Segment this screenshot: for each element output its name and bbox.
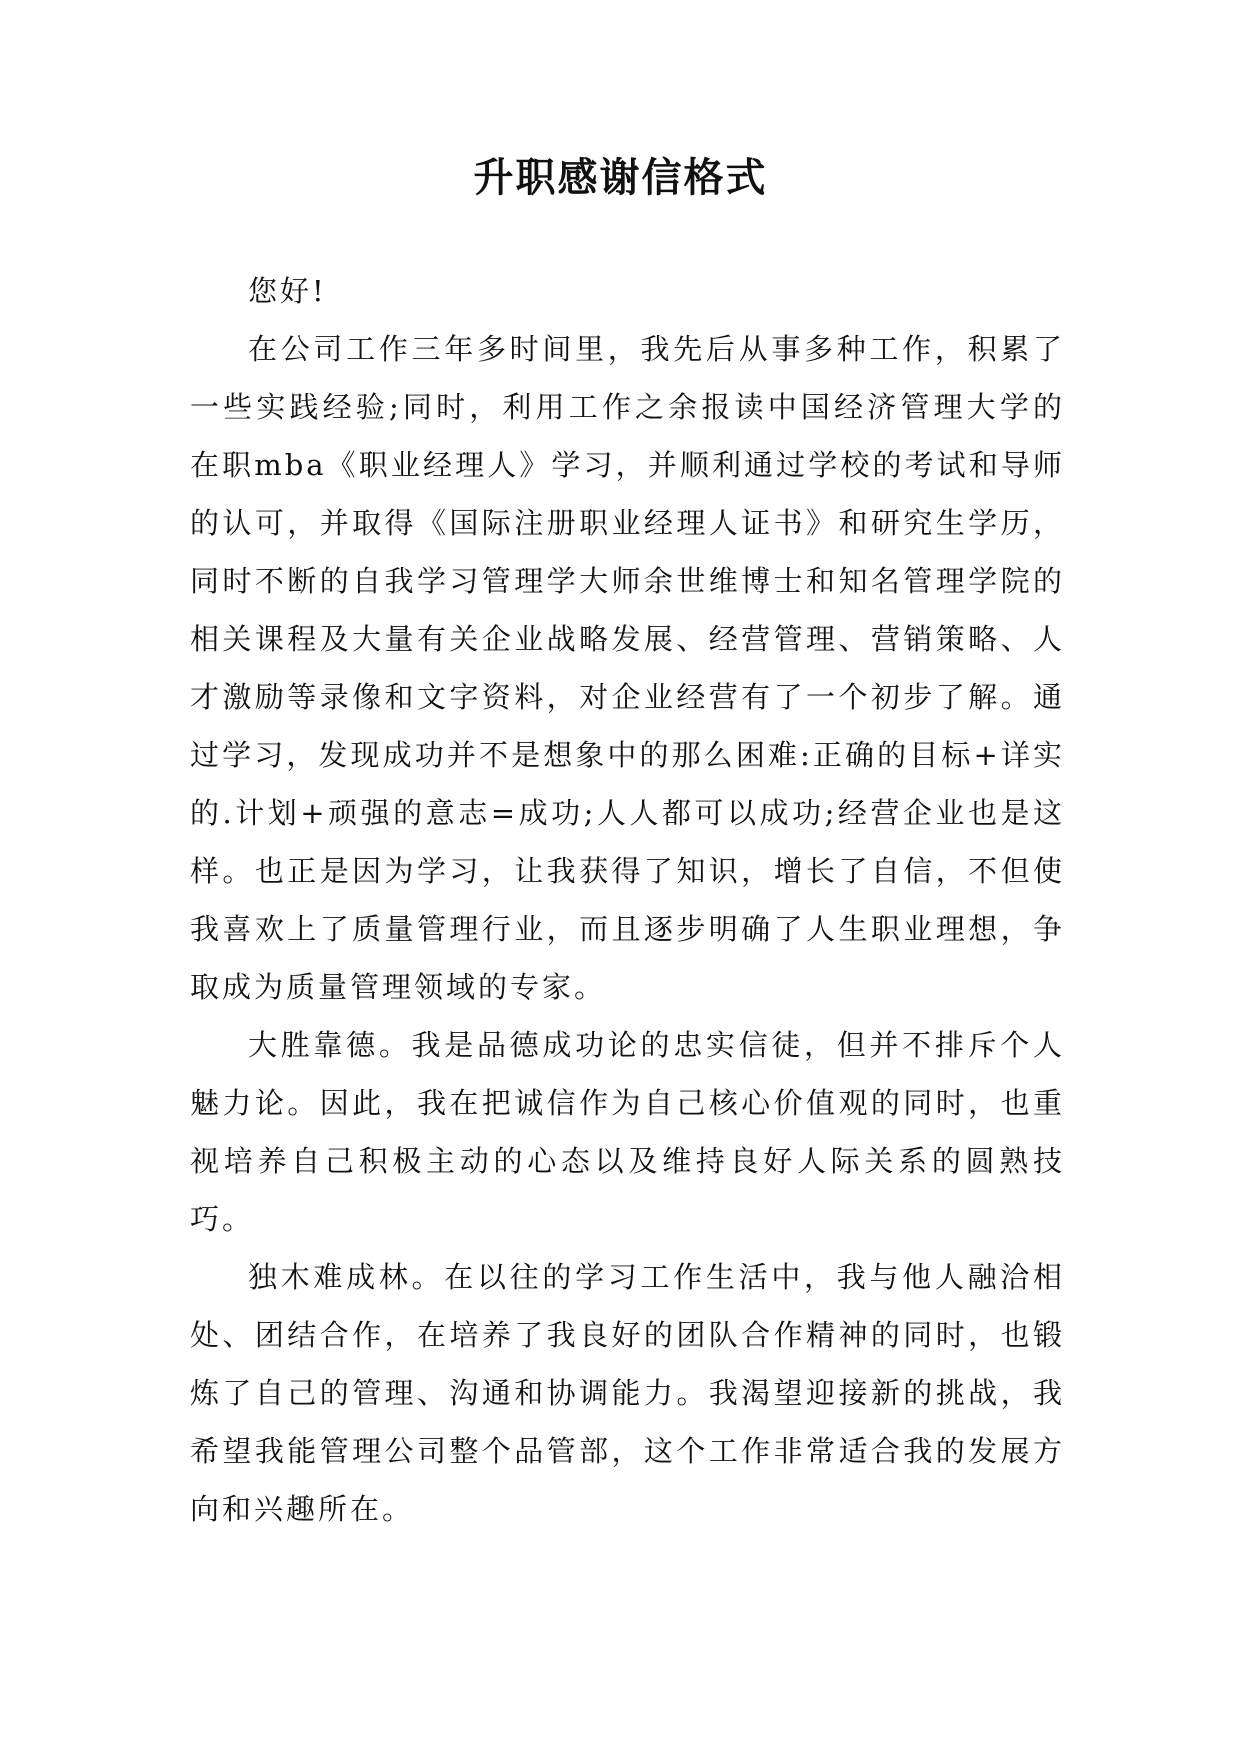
document-body: [190, 262, 1065, 1538]
greeting-paragraph: 您好!: [248, 274, 327, 308]
body-paragraph: 大胜靠德。我是品德成功论的忠实信徒，但并不排斥个人魅力论。因此，我在把诚信作为自己核心价值观的同时，也重视培养自己积极主动的心态以及维持良好人际关系的圆熟技巧。: [190, 1028, 1065, 1236]
body-paragraph: 独木难成林。在以往的学习工作生活中，我与他人融洽相处、团结合作，在培养了我良好的团队合作精神的同时，也锻炼了自己的管理、沟通和协调能力。我渴望迎接新的挑战，我希望我能管理公司整个品管部，这个工作非常适合我的发展方向和兴趣所在。: [190, 1260, 1065, 1526]
document-title: 升职感谢信格式: [473, 155, 768, 201]
body-paragraph: 在公司工作三年多时间里，我先后从事多种工作，积累了一些实践经验;同时，利用工作之余报读中国经济管理大学的在职mba《职业经理人》学习，并顺利通过学校的考试和导师的认可，并取得《国际注册职业经理人证书》和研究生学历，同时不断的自我学习管理学大师余世维博士和知名管理学院的相关课程及大量有关企业战略发展、经营管理、营销策略、人才激励等录像和文字资料，对企业经营有了一个初步了解。通过学习，发现成功并不是想象中的那么困难:正确的目标+详实的.计划+顽强的意志=成功;人人都可以成功;经营企业也是这样。也正是因为学习，让我获得了知识，增长了自信，不但使我喜欢上了质量管理行业，而且逐步明确了人生职业理想，争取成为质量管理领域的专家。: [190, 332, 1065, 1004]
